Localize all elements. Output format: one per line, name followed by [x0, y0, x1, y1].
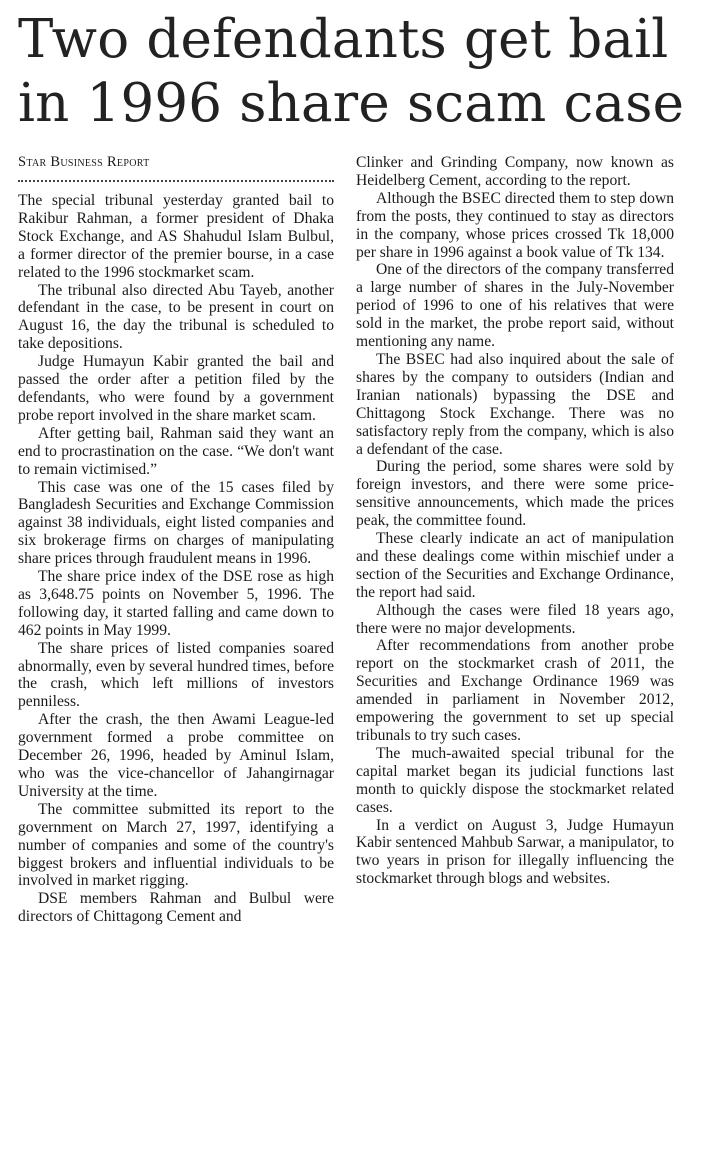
paragraph: One of the directors of the company transferred a large number of shares in the July-November period of 1996 to one of his relatives that were sold in the market, the probe report said, without mentioning any name.: [356, 261, 674, 351]
paragraph: These clearly indicate an act of manipulation and these dealings come within mischief under a section of the Securities and Exchange Ordinance, the report had said.: [356, 530, 674, 601]
headline-line-1: Two defendants get bail: [18, 9, 669, 70]
paragraph: The much-awaited special tribunal for the capital market began its judicial functions last month to quickly dispose the stockmarket related cases.: [356, 744, 674, 816]
paragraph: Clinker and Grinding Company, now known as Heidelberg Cement, according to the report.: [356, 154, 674, 189]
paragraph: The committee submitted its report to the government on March 27, 1997, identifying a number of companies and some of the country's biggest brokers and influential individuals to be involved in market rigging.: [18, 800, 334, 890]
paragraph: The share prices of listed companies soared abnormally, even by several hundred times, before the crash, which left millions of investors penniless.: [18, 639, 334, 711]
headline-line-2: in 1996 share scam case: [18, 73, 685, 134]
paragraph: Although the cases were filed 18 years ago, there were no major developments.: [356, 601, 674, 637]
paragraph: Judge Humayun Kabir granted the bail and passed the order after a petition filed by the defendants, who were found by a government probe report involved in the share market scam.: [18, 353, 334, 424]
paragraph: After the crash, the then Awami League-led government formed a probe committee on December 26, 1996, headed by Aminul Islam, who was the vice-chancellor of Jahangirnagar University at the time.: [18, 711, 334, 800]
paragraph: The special tribunal yesterday granted bail to Rakibur Rahman, a former president of Dhaka Stock Exchange, and AS Shahudul Islam Bulbul, a former director of the premier bourse, in a case related to the 1996 stockmarket scam.: [18, 192, 334, 281]
paragraph: In a verdict on August 3, Judge Humayun Kabir sentenced Mahbub Sarwar, a manipulator, to two years in prison for illegally influencing the stockmarket through blogs and websites.: [356, 816, 674, 888]
paragraph: During the period, some shares were sold by foreign investors, and there were some price-sensitive announcements, which made the prices peak, the committee found.: [356, 458, 674, 530]
headline: [18, 8, 693, 136]
paragraph: DSE members Rahman and Bulbul were directors of Chittagong Cement and: [18, 890, 334, 926]
article-column-left: [18, 192, 334, 926]
paragraph: The tribunal also directed Abu Tayeb, another defendant in the case, to be present in court on August 16, the day the tribunal is scheduled to take depositions.: [18, 281, 334, 353]
paragraph: After getting bail, Rahman said they want an end to procrastination on the case. “We don't want to remain victimised.”: [18, 424, 334, 478]
dotted-divider: [18, 180, 334, 182]
paragraph: Although the BSEC directed them to step down from the posts, they continued to stay as directors in the company, whose prices crossed Tk 18,000 per share in 1996 against a book value of Tk 134.: [356, 189, 674, 261]
paragraph: The BSEC had also inquired about the sale of shares by the company to outsiders (Indian and Iranian nationals) bypassing the DSE and Chittagong Stock Exchange. There was no satisfactory reply from the company, which is also a defendant of the case.: [356, 350, 674, 458]
byline: Star Business Report: [18, 154, 150, 170]
article-column-right: [356, 154, 674, 888]
paragraph: This case was one of the 15 cases filed by Bangladesh Securities and Exchange Commission against 38 individuals, eight listed companies and six brokerage firms on charges of manipulating share prices through fraudulent means in 1996.: [18, 478, 334, 568]
paragraph: After recommendations from another probe report on the stockmarket crash of 2011, the Securities and Exchange Ordinance 1969 was amended in parliament in November 2012, empowering the government to set up special tribunals to try such cases.: [356, 637, 674, 744]
paragraph: The share price index of the DSE rose as high as 3,648.75 points on November 5, 1996. The following day, it started falling and came down to 462 points in May 1999.: [18, 568, 334, 639]
